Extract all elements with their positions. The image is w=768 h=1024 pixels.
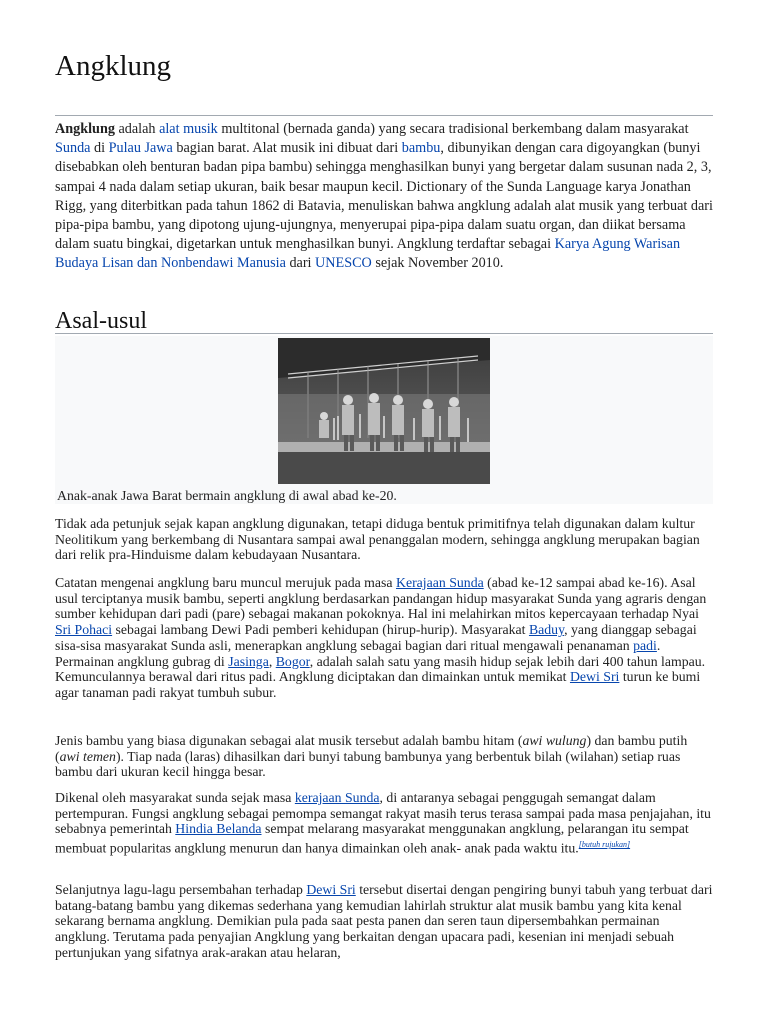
para-text: Jenis bambu yang biasa digunakan sebagai alat musik tersebut adalah bambu hitam (	[55, 733, 523, 748]
para-text: turun ke bumi agar tanaman padi rakyat tumbuh subur.	[55, 669, 701, 700]
link-bogor[interactable]: Bogor	[275, 653, 310, 669]
section-heading: Asal-usul	[55, 308, 147, 334]
intro-text: di	[90, 140, 109, 157]
para-text: ) dan bambu putih (	[55, 733, 688, 764]
link-unesco[interactable]: UNESCO	[315, 255, 372, 272]
para-text: ). Tiap nada (laras) dihasilkan dari bunyi tabung bambunya yang berbentuk bilah (wilahan) setiap ruas bambu dari ukuran kecil hingga besar.	[55, 748, 681, 780]
intro-bold-term: Angklung	[55, 121, 115, 137]
term-awi-temen: awi temen	[59, 748, 116, 764]
paragraph-offerings	[55, 882, 715, 961]
para-text: , di antaranya sebagai penggugah semangat dalam pertempuran. Fungsi angklung sebagai pemompa semangat rakyat masih terus terasa sampai pada masa penjajahan, itu sebabnya pemerintah	[55, 790, 711, 837]
paragraph-colonial	[55, 790, 715, 856]
term-awi-wulung: awi wulung	[522, 733, 587, 748]
link-karya-agung[interactable]: Karya Agung Warisan Budaya Lisan dan Nonbendawi Manusia	[55, 236, 681, 272]
link-jasinga[interactable]: Jasinga	[228, 653, 269, 669]
intro-paragraph	[55, 120, 715, 274]
link-pulau-jawa[interactable]: Pulau Jawa	[108, 140, 173, 157]
para-text: (abad ke-12 sampai abad ke-16). Asal usul terciptanya musik bambu, seperti angklung berdasarkan pandangan hidup masyarakat Sunda yang agraris dengan sumber kehidupan dari padi (pare) sebagai makanan pokoknya. Hal ini melahirkan mitos kepercayaan terhadap Nyai	[55, 575, 707, 622]
para-text: Catatan mengenai angklung baru muncul merujuk pada masa	[55, 575, 396, 590]
page-title: Angklung	[55, 50, 171, 82]
link-kerajaan-sunda[interactable]: Kerajaan Sunda	[395, 575, 484, 590]
link-dewi-sri[interactable]: Dewi Sri	[569, 669, 620, 685]
para-text: ,	[268, 653, 276, 669]
para-text: , adalah salah satu yang masih hidup sejak lebih dari 400 tahun lampau. Kemunculannya berawal dari ritus padi. Angklung diciptakan dan dimainkan untuk memikat	[55, 653, 706, 685]
intro-text: bagian barat. Alat musik ini dibuat dari	[172, 140, 402, 157]
intro-text: , dibunyikan dengan cara digoyangkan (bunyi disebabkan oleh benturan badan pipa bambu) sehingga menghasilkan bunyi yang bergetar dalam susunan nada 2, 3, sampai 4 nada dalam setiap ukuran, baik besar maupun kecil. Dictionary of the Sunda Language karya Jonathan Rigg, yang diterbitkan pada tahun 1862 di Batavia, menuliskan bahwa angklung adalah alat musik yang terbuat dari pipa-pipa bambu, yang dipotong ujung-ujungnya, menyerupai pipa-pipa dalam suatu organ, dan diikat bersama dalam suatu bingkai, digetarkan untuk menghasilkan bunyi. Angklung terdaftar sebagai	[55, 140, 713, 253]
intro-text: multitonal (bernada ganda) yang secara tradisional berkembang dalam masyarakat	[217, 121, 689, 137]
para-text: sebagai lambang Dewi Padi pemberi kehidupan (hirup-hurip). Masyarakat	[112, 622, 529, 638]
figure-caption: Anak-anak Jawa Barat bermain angklung di awal abad ke-20.	[57, 488, 397, 503]
link-kerajaan-sunda-2[interactable]: kerajaan Sunda	[294, 790, 380, 805]
title-divider	[55, 115, 713, 116]
para-text: , yang dianggap sebagai sisa-sisa masyarakat Sunda asli, menerapkan angklung sebagai bagian dari ritual mengawali penanaman	[55, 622, 697, 653]
intro-text: sejak November 2010.	[371, 255, 504, 272]
intro-text: adalah	[114, 121, 160, 137]
link-sunda[interactable]: Sunda	[55, 140, 91, 157]
link-padi[interactable]: padi	[633, 637, 657, 653]
link-sri-pohaci[interactable]: Sri Pohaci	[55, 622, 113, 638]
para-text: tersebut disertai dengan pengiring bunyi tabuh yang terbuat dari batang-batang bambu yang dikemas sederhana yang kemudian lahirlah struktur alat musik bambu yang kita kenal sekarang bernama angklung. Demikian pula pada saat pesta panen dan seren taun dipersembahkan permainan angklung. Terutama pada penyajian Angklung yang berkaitan dengan upacara padi, kesenian ini menjadi sebuah pertunjukan yang sifatnya arak-arakan atau helaran,	[55, 882, 713, 960]
intro-text: dari	[285, 255, 316, 272]
para-text: sempat melarang masyarakat menggunakan angklung, pelarangan itu sempat membuat popularitas angklung menurun dan hanya dimainkan oleh anak- anak pada waktu itu.	[55, 821, 689, 856]
para-text: Selanjutnya lagu-lagu persembahan terhadap	[55, 882, 307, 897]
link-baduy[interactable]: Baduy	[528, 622, 565, 638]
paragraph-bamboo-types	[55, 733, 715, 780]
para-text: Dikenal oleh masyarakat sunda sejak masa	[55, 790, 295, 805]
link-alat-musik[interactable]: alat musik	[159, 121, 218, 137]
section-divider	[55, 333, 713, 334]
figure-image[interactable]	[278, 338, 490, 484]
citation-needed-link[interactable]: [butuh rujukan]	[578, 840, 631, 850]
link-bambu[interactable]: bambu	[401, 140, 441, 157]
paragraph-origin: Tidak ada petunjuk sejak kapan angklung digunakan, tetapi diduga bentuk primitifnya telah digunakan dalam kultur Neolitikum yang berkembang di Nusantara sampai awal penanggalan modern, sehingga angklung merupakan bagian dari relik pra-Hinduisme dalam kebudayaan Nusantara.	[55, 516, 700, 563]
paragraph-history	[55, 575, 715, 701]
link-hindia-belanda[interactable]: Hindia Belanda	[175, 821, 262, 837]
photo-illustration	[278, 338, 490, 484]
link-dewi-sri-2[interactable]: Dewi Sri	[306, 882, 356, 897]
para-text: . Permainan angklung gubrag di	[55, 637, 661, 669]
